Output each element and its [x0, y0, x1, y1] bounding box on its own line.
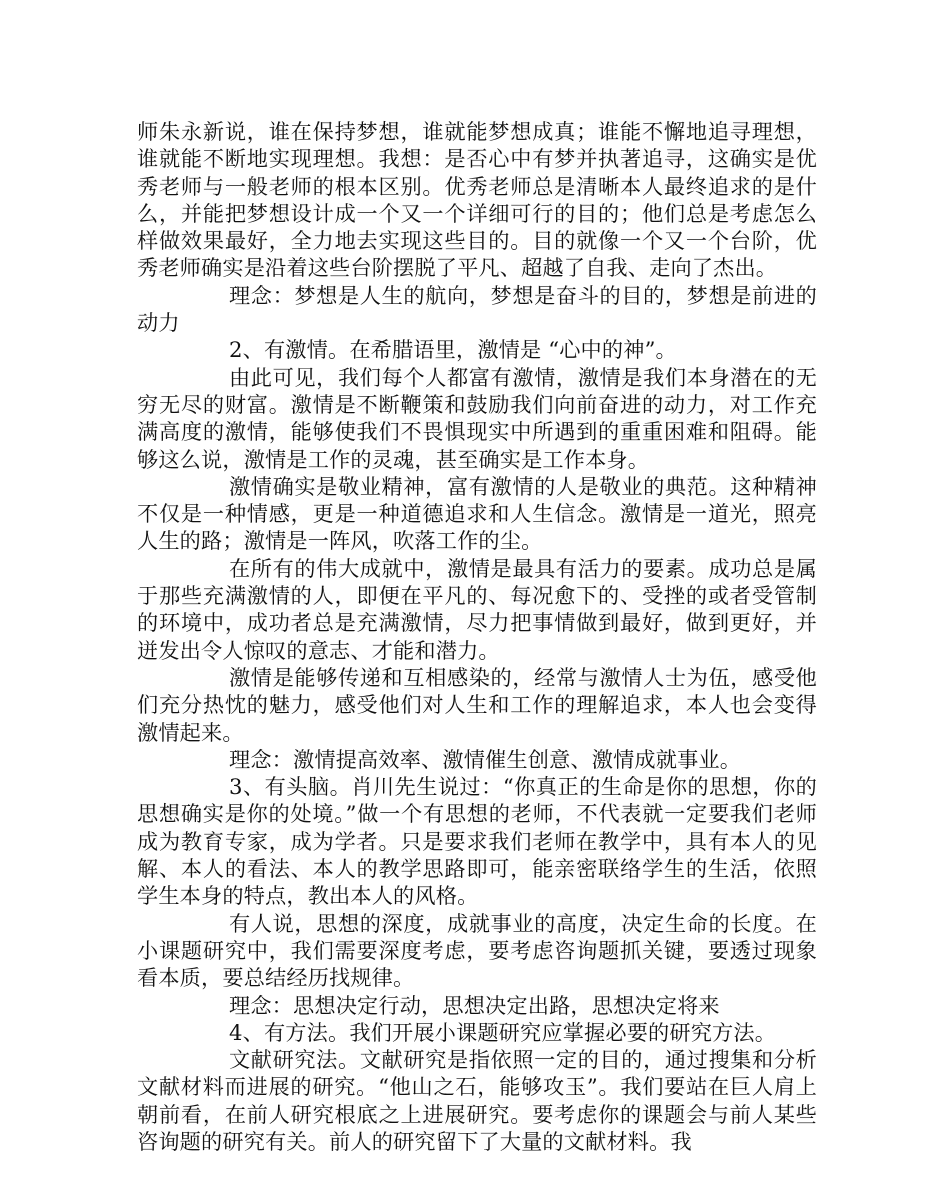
paragraph-passion-contagious: 激情是能够传递和互相感染的，经常与激情人士为伍，感受他们充分热忱的魅力，感受他们对人生和工作的理解追求，本人也会变得激情起来。 — [137, 664, 817, 745]
paragraph-dream-summary: 师朱永新说，谁在保持梦想，谁就能梦想成真；谁能不懈地追寻理想，谁就能不断地实现理想。我想：是否心中有梦并执著追寻，这确实是优秀老师与一般老师的根本区别。优秀老师总是清晰本人最终追求的是什么，并能把梦想设计成一个又一个详细可行的目的；他们总是考虑怎么样做效果最好，全力地去实现这些目的。目的就像一个又一个台阶，优秀老师确实是沿着这些台阶摆脱了平凡、超越了自我、走向了杰出。 — [137, 119, 817, 281]
paragraph-passion-wealth: 由此可见，我们每个人都富有激情，激情是我们本身潜在的无穷无尽的财富。激情是不断鞭策和鼓励我们向前奋进的动力，对工作充满高度的激情，能够使我们不畏惧现实中所遇到的重重困难和阻碍。能够这么说，激情是工作的灵魂，甚至确实是工作本身。 — [137, 364, 817, 472]
paragraph-mind-heading: 3、有头脑。肖川先生说过：“你真正的生命是你的思想，你的思想确实是你的处境。”做一个有思想的老师，不代表就一定要我们老师成为教育专家，成为学者。只是要求我们老师在教学中，具有本人的见解、本人的看法、本人的教学思路即可，能亲密联络学生的生活，依照学生本身的特点，教出本人的风格。 — [137, 774, 817, 909]
paragraph-passion-concept: 理念：激情提高效率、激情催生创意、激情成就事业。 — [229, 746, 742, 772]
paragraph-mind-concept: 理念：思想决定行动，思想决定出路，思想决定将来 — [229, 992, 720, 1018]
paragraph-passion-heading: 2、有激情。在希腊语里，激情是 “心中的神”。 — [229, 337, 677, 363]
paragraph-passion-dedication: 激情确实是敬业精神，富有激情的人是敬业的典范。这种精神不仅是一种情感，更是一种道德追求和人生信念。激情是一道光，照亮人生的路；激情是一阵风，吹落工作的尘。 — [137, 473, 817, 554]
paragraph-method-heading: 4、有方法。我们开展小课题研究应掌握必要的研究方法。 — [229, 1019, 777, 1045]
paragraph-mind-depth: 有人说，思想的深度，成就事业的高度，决定生命的长度。在小课题研究中，我们需要深度考虑，要考虑咨询题抓关键，要透过现象看本质，要总结经历找规律。 — [137, 910, 817, 991]
paragraph-literature-method: 文献研究法。文献研究是指依照一定的目的，通过搜集和分析文献材料而进展的研究。“他山之石，能够攻玉”。我们要站在巨人肩上朝前看，在前人研究根底之上进展研究。要考虑你的课题会与前人某些咨询题的研究有关。前人的研究留下了大量的文献材料。我 — [137, 1047, 817, 1154]
document-body — [137, 118, 817, 1155]
paragraph-passion-success: 在所有的伟大成就中，激情是最具有活力的要素。成功总是属于那些充满激情的人，即便在平凡的、每况愈下的、受挫的或者受管制的环境中，成功者总是充满激情，尽力把事情做到最好，做到更好，并迸发出令人惊叹的意志、才能和潜力。 — [137, 555, 817, 663]
paragraph-dream-concept: 理念：梦想是人生的航向，梦想是奋斗的目的，梦想是前进的动力 — [137, 282, 817, 336]
